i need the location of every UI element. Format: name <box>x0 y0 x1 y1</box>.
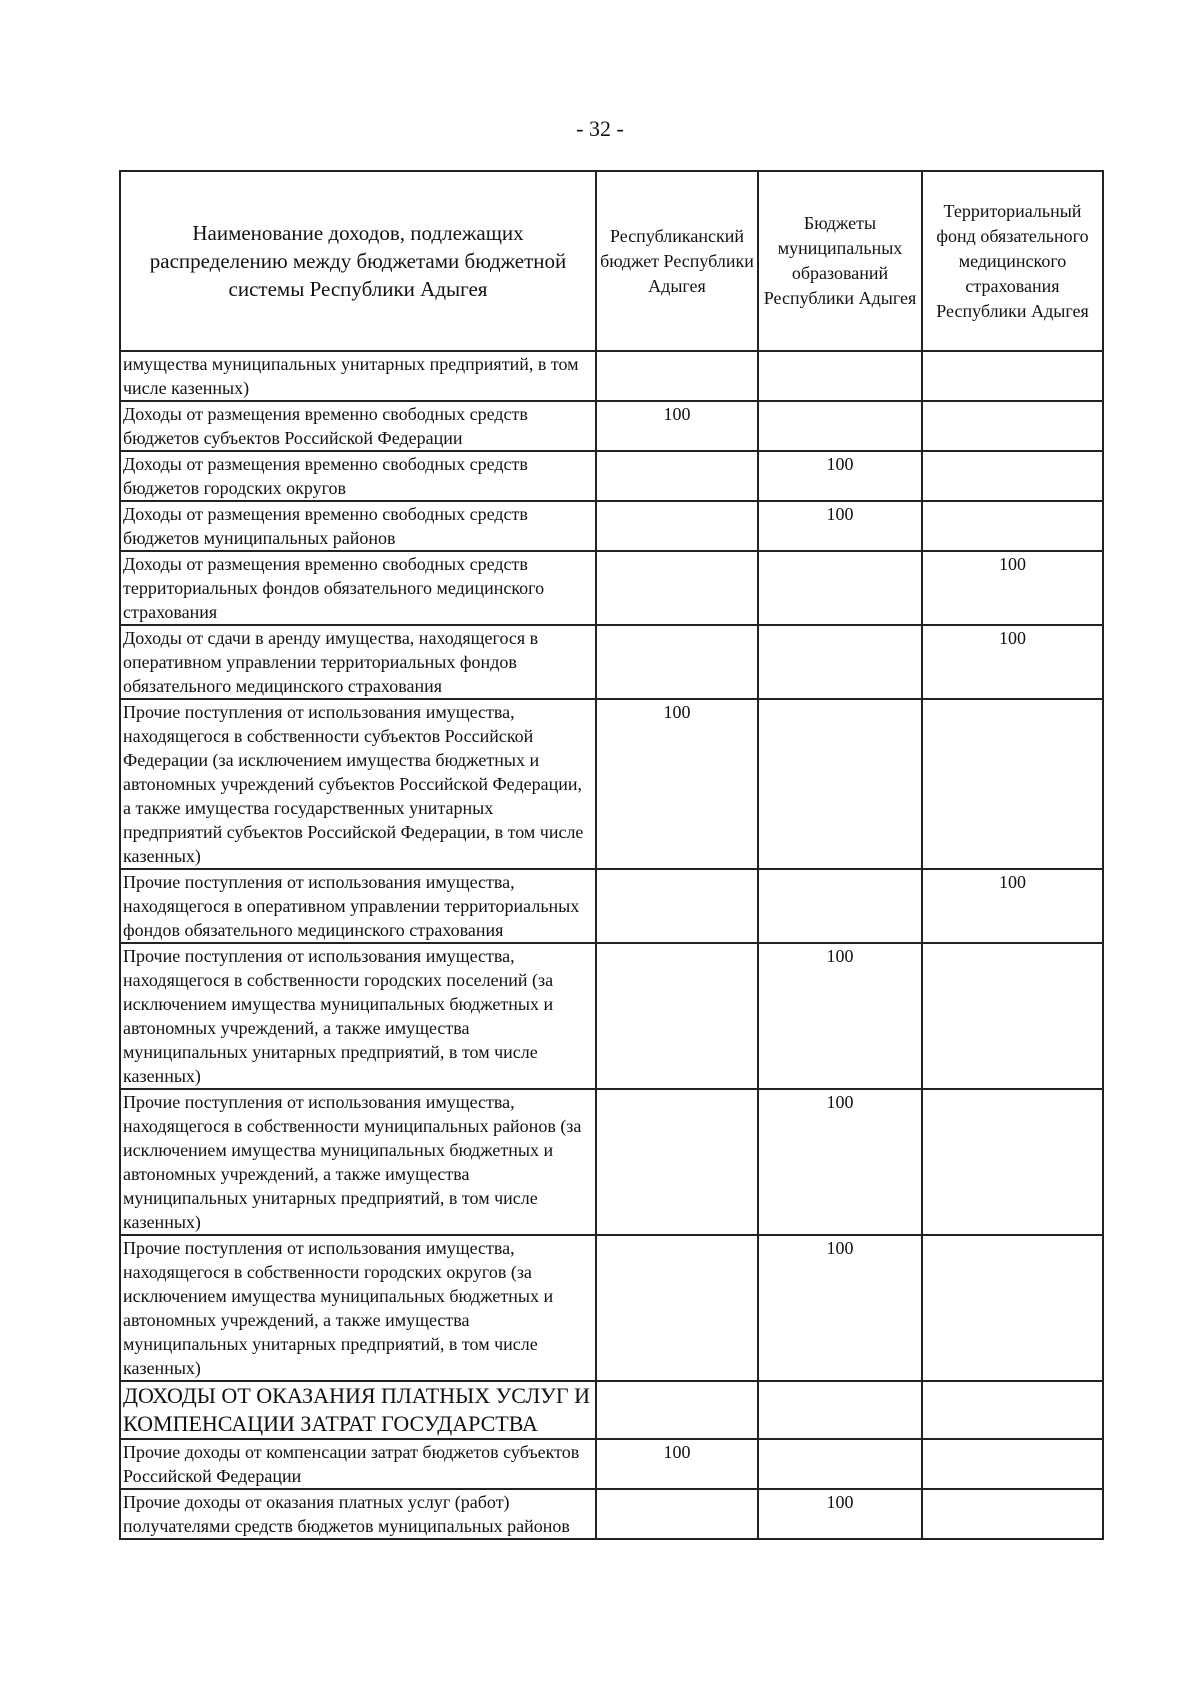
table-row <box>120 699 1103 869</box>
revenue-name-cell: Прочие поступления от использования имущества, находящегося в собственности субъектов Российской Федерации (за исключением имущества бюджетных и автономных учреждений субъектов Российской Федерации, а также имущества государственных унитарных предприятий субъектов Российской Федерации, в том числе казенных) <box>120 699 596 869</box>
municipal-budgets-cell <box>758 401 922 451</box>
revenue-distribution-table <box>119 170 1104 1540</box>
municipal-budgets-cell: 100 <box>758 943 922 1089</box>
revenue-name-cell: Прочие поступления от использования имущества, находящегося в собственности городских округов (за исключением имущества муниципальных бюджетных и автономных учреждений, а также имущества муниципальных унитарных предприятий, в том числе казенных) <box>120 1235 596 1381</box>
territorial-fund-cell <box>922 401 1103 451</box>
territorial-fund-cell <box>922 501 1103 551</box>
republican-budget-cell: 100 <box>596 401 758 451</box>
table-header-row <box>120 171 1103 351</box>
table-row <box>120 351 1103 401</box>
republican-budget-cell: 100 <box>596 699 758 869</box>
table-row <box>120 551 1103 625</box>
section-row <box>120 1381 1103 1439</box>
municipal-budgets-cell: 100 <box>758 501 922 551</box>
municipal-budgets-cell <box>758 869 922 943</box>
table-row <box>120 1489 1103 1539</box>
republican-budget-cell <box>596 351 758 401</box>
revenue-name-cell: Прочие поступления от использования имущества, находящегося в собственности муниципальных районов (за исключением имущества муниципальных бюджетных и автономных учреждений, а также имущества муниципальных унитарных предприятий, в том числе казенных) <box>120 1089 596 1235</box>
territorial-fund-cell: 100 <box>922 625 1103 699</box>
territorial-fund-cell <box>922 943 1103 1089</box>
republican-budget-cell <box>596 1089 758 1235</box>
municipal-budgets-cell: 100 <box>758 1089 922 1235</box>
empty-cell <box>758 1381 922 1439</box>
table-row <box>120 869 1103 943</box>
table-row <box>120 1089 1103 1235</box>
empty-cell <box>922 1381 1103 1439</box>
section-title: ДОХОДЫ ОТ ОКАЗАНИЯ ПЛАТНЫХ УСЛУГ И КОМПЕНСАЦИИ ЗАТРАТ ГОСУДАРСТВА <box>120 1381 596 1439</box>
header-territorial-fund: Территориальный фонд обязательного медицинского страхования Республики Адыгея <box>922 171 1103 351</box>
revenue-name-cell: Доходы от размещения временно свободных средств бюджетов субъектов Российской Федерации <box>120 401 596 451</box>
republican-budget-cell <box>596 451 758 501</box>
republican-budget-cell <box>596 501 758 551</box>
municipal-budgets-cell <box>758 551 922 625</box>
header-municipal-budgets: Бюджеты муниципальных образований Республики Адыгея <box>758 171 922 351</box>
empty-cell <box>596 1381 758 1439</box>
table-row <box>120 451 1103 501</box>
revenue-name-cell: Прочие поступления от использования имущества, находящегося в оперативном управлении территориальных фондов обязательного медицинского страхования <box>120 869 596 943</box>
republican-budget-cell <box>596 625 758 699</box>
territorial-fund-cell <box>922 1089 1103 1235</box>
municipal-budgets-cell <box>758 699 922 869</box>
revenue-name-cell: Доходы от размещения временно свободных средств бюджетов муниципальных районов <box>120 501 596 551</box>
municipal-budgets-cell <box>758 351 922 401</box>
table-row <box>120 401 1103 451</box>
municipal-budgets-cell: 100 <box>758 1235 922 1381</box>
header-republican-budget: Республиканский бюджет Республики Адыгея <box>596 171 758 351</box>
republican-budget-cell <box>596 551 758 625</box>
revenue-name-cell: имущества муниципальных унитарных предприятий, в том числе казенных) <box>120 351 596 401</box>
revenue-name-cell: Прочие доходы от компенсации затрат бюджетов субъектов Российской Федерации <box>120 1439 596 1489</box>
revenue-name-cell: Доходы от размещения временно свободных средств бюджетов городских округов <box>120 451 596 501</box>
republican-budget-cell: 100 <box>596 1439 758 1489</box>
municipal-budgets-cell <box>758 625 922 699</box>
municipal-budgets-cell: 100 <box>758 451 922 501</box>
table-row <box>120 1235 1103 1381</box>
territorial-fund-cell <box>922 699 1103 869</box>
revenue-name-cell: Прочие поступления от использования имущества, находящегося в собственности городских поселений (за исключением имущества муниципальных бюджетных и автономных учреждений, а также имущества муниципальных унитарных предприятий, в том числе казенных) <box>120 943 596 1089</box>
territorial-fund-cell <box>922 1489 1103 1539</box>
table-row <box>120 1439 1103 1489</box>
table-row <box>120 943 1103 1089</box>
table-row <box>120 501 1103 551</box>
republican-budget-cell <box>596 1235 758 1381</box>
municipal-budgets-cell: 100 <box>758 1489 922 1539</box>
republican-budget-cell <box>596 869 758 943</box>
territorial-fund-cell <box>922 1235 1103 1381</box>
page-number: - 32 - <box>576 116 624 141</box>
revenue-name-cell: Прочие доходы от оказания платных услуг (работ) получателями средств бюджетов муниципальных районов <box>120 1489 596 1539</box>
territorial-fund-cell <box>922 451 1103 501</box>
revenue-name-cell: Доходы от размещения временно свободных средств территориальных фондов обязательного медицинского страхования <box>120 551 596 625</box>
territorial-fund-cell: 100 <box>922 551 1103 625</box>
revenue-name-cell: Доходы от сдачи в аренду имущества, находящегося в оперативном управлении территориальных фондов обязательного медицинского страхования <box>120 625 596 699</box>
territorial-fund-cell <box>922 351 1103 401</box>
header-revenue-name: Наименование доходов, подлежащих распределению между бюджетами бюджетной системы Республики Адыгея <box>120 171 596 351</box>
territorial-fund-cell <box>922 1439 1103 1489</box>
table-row <box>120 625 1103 699</box>
municipal-budgets-cell <box>758 1439 922 1489</box>
republican-budget-cell <box>596 1489 758 1539</box>
republican-budget-cell <box>596 943 758 1089</box>
territorial-fund-cell: 100 <box>922 869 1103 943</box>
table-body <box>120 351 1103 1539</box>
